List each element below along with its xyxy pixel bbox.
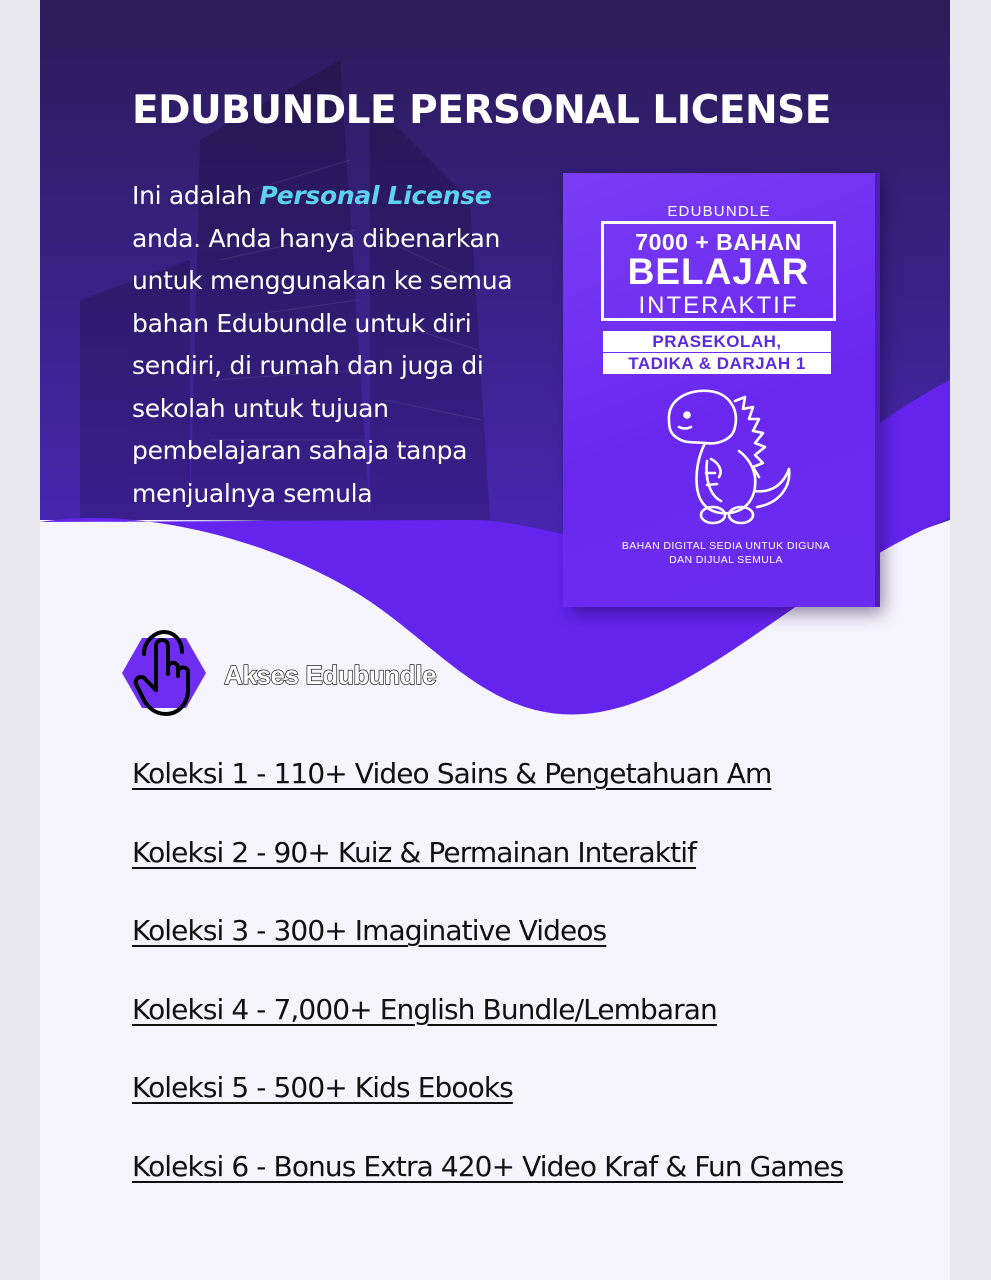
cover-band-2: TADIKA & DARJAH 1	[603, 353, 831, 374]
cover-brand: EDUBUNDLE	[667, 203, 771, 220]
dinosaur-icon	[649, 381, 799, 531]
license-page	[40, 0, 950, 1280]
access-edubundle-label[interactable]: Akses Edubundle	[224, 660, 437, 690]
hand-pointer-icon[interactable]	[120, 628, 208, 718]
cover-line2: BELAJAR	[627, 251, 810, 292]
cover-title-box	[601, 221, 836, 321]
cover-footer-line1: BAHAN DIGITAL SEDIA UNTUK DIGUNA	[621, 540, 831, 552]
cover-line3: INTERAKTIF	[638, 292, 799, 319]
license-description	[132, 175, 552, 515]
cover-line1: 7000 + BAHAN	[635, 229, 802, 255]
cover-band-1: PRASEKOLAH,	[603, 331, 831, 352]
cover-footer-line2: DAN DIJUAL SEMULA	[669, 554, 783, 566]
collection-links	[132, 752, 922, 1223]
collection-link-4[interactable]: Koleksi 4 - 7,000+ English Bundle/Lembaran	[132, 992, 717, 1026]
description-emphasis: Personal License	[259, 181, 492, 210]
product-cover-image	[563, 173, 875, 607]
collection-link-2[interactable]: Koleksi 2 - 90+ Kuiz & Permainan Interaktif	[132, 835, 697, 869]
cover-footer	[581, 539, 871, 567]
collection-link-5[interactable]: Koleksi 5 - 500+ Kids Ebooks	[132, 1071, 513, 1104]
collection-link-6[interactable]: Koleksi 6 - Bonus Extra 420+ Video Kraf & Fun Games	[132, 1149, 844, 1183]
description-prefix: Ini adalah	[132, 181, 260, 210]
collection-link-3[interactable]: Koleksi 3 - 300+ Imaginative Videos	[132, 914, 607, 947]
page-title: EDUBUNDLE PERSONAL LICENSE	[132, 88, 831, 133]
description-suffix: anda. Anda hanya dibenarkan untuk menggunakan ke semua bahan Edubundle untuk diri sendiri, di rumah dan juga di sekolah untuk tujuan pembelajaran sahaja tanpa menjualnya semula	[132, 223, 513, 508]
collection-link-1[interactable]: Koleksi 1 - 110+ Video Sains & Pengetahuan Am	[132, 757, 772, 790]
